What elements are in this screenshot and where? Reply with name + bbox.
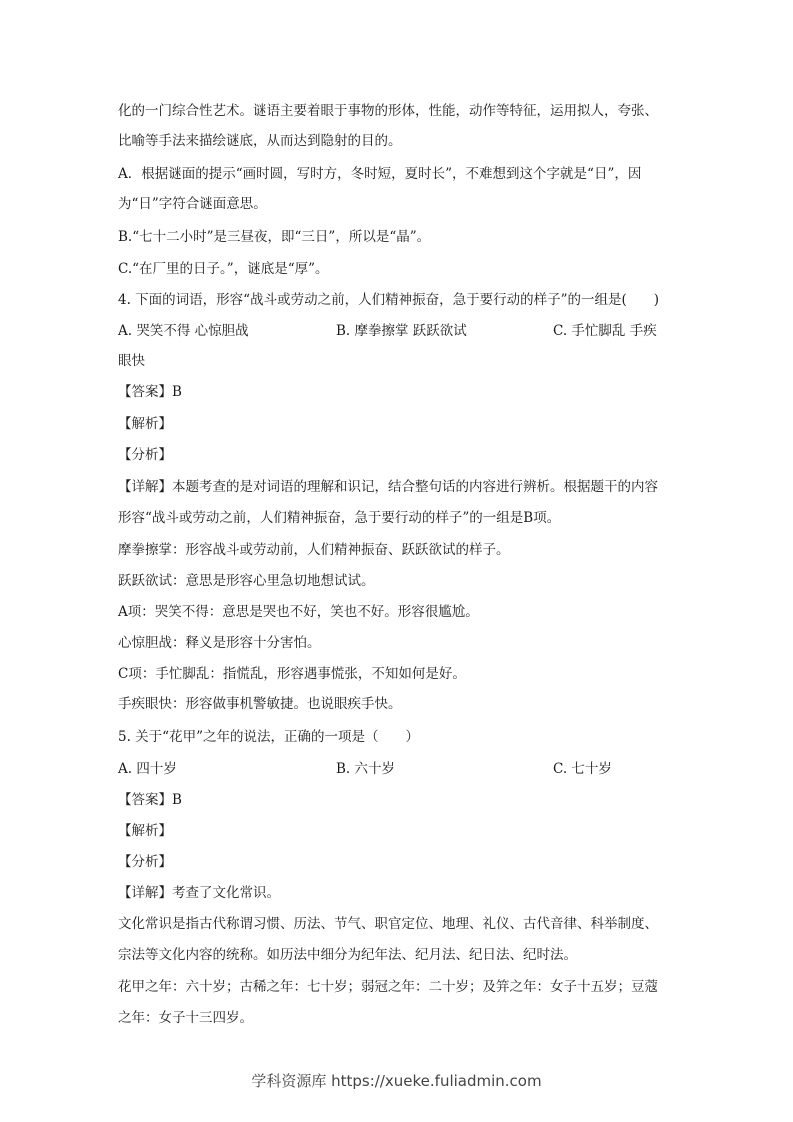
fenxi-label: 【分析】: [118, 447, 172, 463]
answer-label: 【答案】B: [118, 384, 182, 400]
text-line: C.“在厂里的日子。”，谜底是“厚”。: [118, 261, 329, 277]
detail-text: 摩拳擦掌：形容战斗或劳动前，人们精神振奋、跃跃欲试的样子。: [118, 542, 510, 558]
detail-text: A项：哭笑不得：意思是哭也不好，笑也不好。形容很尴尬。: [118, 604, 479, 620]
option-c: C. 七十岁: [553, 761, 612, 777]
detail-text: 之年：女子十三四岁。: [118, 1010, 253, 1026]
analysis-label: 【解析】: [118, 416, 172, 432]
detail-text: 形容“战斗或劳动之前，人们精神振奋，急于要行动的样子”的一组是B项。: [118, 510, 561, 526]
detail-text: 手疾眼快：形容做事机警敏捷。也说眼疾手快。: [118, 696, 402, 712]
detail-text: C项：手忙脚乱：指慌乱，形容遇事慌张，不知如何是好。: [118, 666, 466, 682]
analysis-label: 【解析】: [118, 823, 172, 839]
option-c: C. 手忙脚乱 手疾: [553, 323, 657, 339]
fenxi-label: 【分析】: [118, 854, 172, 870]
detail-text: 跃跃欲试：意思是形容心里急切地想试试。: [118, 573, 375, 589]
detail-text: 心惊胆战：释义是形容十分害怕。: [118, 635, 321, 651]
text-line: 化的一门综合性艺术。谜语主要着眼于事物的形体，性能，动作等特征，运用拟人，夸张、: [118, 103, 658, 119]
option-a: A. 哭笑不得 心惊胆战: [118, 323, 249, 339]
option-a: A. 四十岁: [118, 761, 177, 777]
question-5-stem: 5. 关于“花甲”之年的说法，正确的一项是（ ）: [118, 729, 419, 745]
question-4-stem: 4. 下面的词语，形容“战斗或劳动之前，人们精神振奋，急于要行动的样子”的一组是( ): [118, 292, 660, 308]
text-line: B.“七十二小时”是三昼夜，即“三日”，所以是“晶”。: [118, 229, 431, 245]
detail-text: 花甲之年：六十岁；古稀之年：七十岁；弱冠之年：二十岁；及笄之年：女子十五岁；豆蔻: [118, 979, 658, 995]
option-b: B. 六十岁: [336, 761, 396, 777]
answer-label: 【答案】B: [118, 792, 182, 808]
detail-text: 【详解】考查了文化常识。: [118, 885, 280, 901]
option-b: B. 摩拳擦掌 跃跃欲试: [336, 323, 467, 339]
detail-text: 宗法等文化内容的统称。如历法中细分为纪年法、纪月法、纪日法、纪时法。: [118, 947, 577, 963]
option-c-continuation: 眼快: [118, 353, 145, 369]
footer-watermark: 学科资源库 https://xueke.fuliadmin.com: [251, 1072, 542, 1090]
detail-text: 文化常识是指古代称谓习惯、历法、节气、职官定位、地理、礼仪、古代音律、科举制度、: [118, 916, 658, 932]
text-line: 比喻等手法来描绘谜底，从而达到隐射的目的。: [118, 133, 402, 149]
text-line: 为“日”字符合谜面意思。: [118, 196, 267, 212]
text-line: A．根据谜面的提示“画时圆，写时方，冬时短，夏时长”，不难想到这个字就是“日”，因: [118, 166, 642, 182]
detail-text: 【详解】本题考查的是对词语的理解和识记，结合整句话的内容进行辨析。根据题干的内容: [118, 479, 658, 495]
